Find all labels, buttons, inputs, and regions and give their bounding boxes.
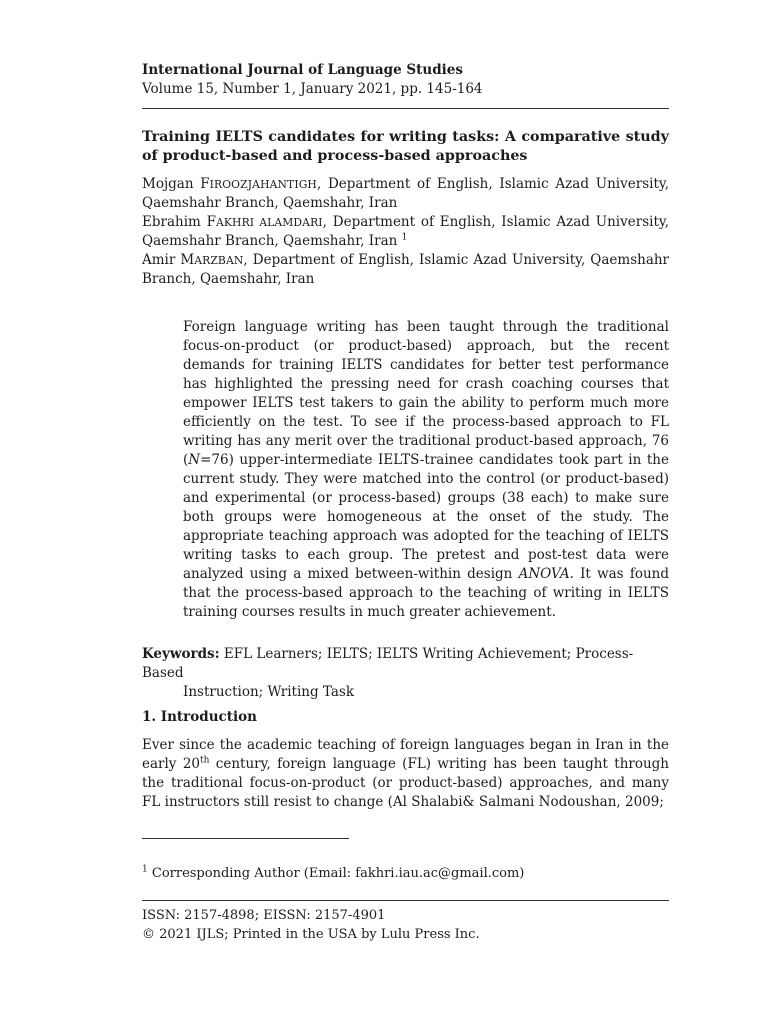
author-name: Amir M [142, 252, 195, 268]
author-name: Mojgan F [142, 176, 210, 192]
abstract-text: Foreign language writing has been taught through the traditional focus-on-product (or product-based) approach, but the recent demands for training IELTS candidates for better test performance has highlighted the pressing need for crash coaching courses that empower IELTS test takers to gain the ability to perform much more efficiently on the test. To see if the process-based approach to FL writing has any merit over the traditional product-based approach, 76 ( [183, 319, 669, 468]
introduction-paragraph [142, 736, 669, 812]
footnote-mark: 1 [401, 232, 408, 243]
footer-rule [142, 900, 669, 901]
author-surname: IROOZJAHANTIGH [209, 178, 317, 191]
footnote-rule [142, 838, 349, 839]
journal-title: International Journal of Language Studies [142, 62, 463, 78]
journal-header [142, 61, 669, 99]
header-rule [142, 108, 669, 109]
keywords-label: Keywords: [142, 646, 220, 662]
author-surname: AKHRI ALAMDARI [215, 216, 323, 229]
keywords [142, 645, 669, 702]
copyright-line: © 2021 IJLS; Printed in the USA by Lulu Press Inc. [142, 927, 480, 942]
author-affiliation: , Department of English, Islamic Azad University, Qaemshahr Branch, Qaemshahr, Iran [142, 214, 669, 249]
footnote [142, 864, 669, 883]
intro-superscript: th [200, 755, 210, 766]
page-footer [142, 906, 669, 944]
author-surname: ARZBAN [194, 254, 244, 267]
keywords-list-continued: Instruction; Writing Task [183, 684, 355, 700]
journal-issue: Volume 15, Number 1, January 2021, pp. 145-164 [142, 81, 483, 97]
intro-text: century, foreign language (FL) writing has been taught through the traditional focus-on-product (or product-based) approaches, and many FL instructors still resist to change (Al Shalabi& Salmani Nodoushan, 2009; [142, 756, 670, 810]
author-entry [142, 213, 669, 251]
author-affiliations [142, 175, 669, 289]
footnote-mark: 1 [142, 864, 148, 875]
intro-text: Ever since the academic teaching of foreign languages began in Iran in the early 20 [142, 737, 669, 772]
author-affiliation: , Department of English, Islamic Azad University, Qaemshahr Branch, Qaemshahr, Iran [142, 252, 670, 287]
abstract [183, 318, 669, 622]
article-title: Training IELTS candidates for writing tasks: A comparative study of product-based and process-based approaches [142, 129, 669, 164]
author-entry [142, 251, 669, 289]
footnote-text: Corresponding Author (Email: fakhri.iau.ac@gmail.com) [147, 866, 525, 881]
abstract-anova: ANOVA [518, 566, 570, 582]
author-entry [142, 175, 669, 213]
author-name: Ebrahim F [142, 214, 216, 230]
section-heading: 1. Introduction [142, 709, 257, 725]
keywords-list: EFL Learners; IELTS; IELTS Writing Achievement; Process-Based [142, 646, 634, 681]
author-affiliation: , Department of English, Islamic Azad University, Qaemshahr Branch, Qaemshahr, Iran [142, 176, 669, 211]
abstract-text: . It was found that the process-based approach to the teaching of writing in IELTS training courses results in much greater achievement. [183, 566, 669, 620]
abstract-text: =76) upper-intermediate IELTS-trainee candidates took part in the current study. They were matched into the control (or product-based) and experimental (or process-based) groups (38 each) to make sure both groups were homogeneous at the onset of the study. The appropriate teaching approach was adopted for the teaching of IELTS writing tasks to each group. The pretest and post-test data were analyzed using a mixed between-within design [183, 452, 669, 582]
abstract-n-symbol: N [188, 452, 201, 468]
issn-line: ISSN: 2157-4898; EISSN: 2157-4901 [142, 908, 386, 923]
